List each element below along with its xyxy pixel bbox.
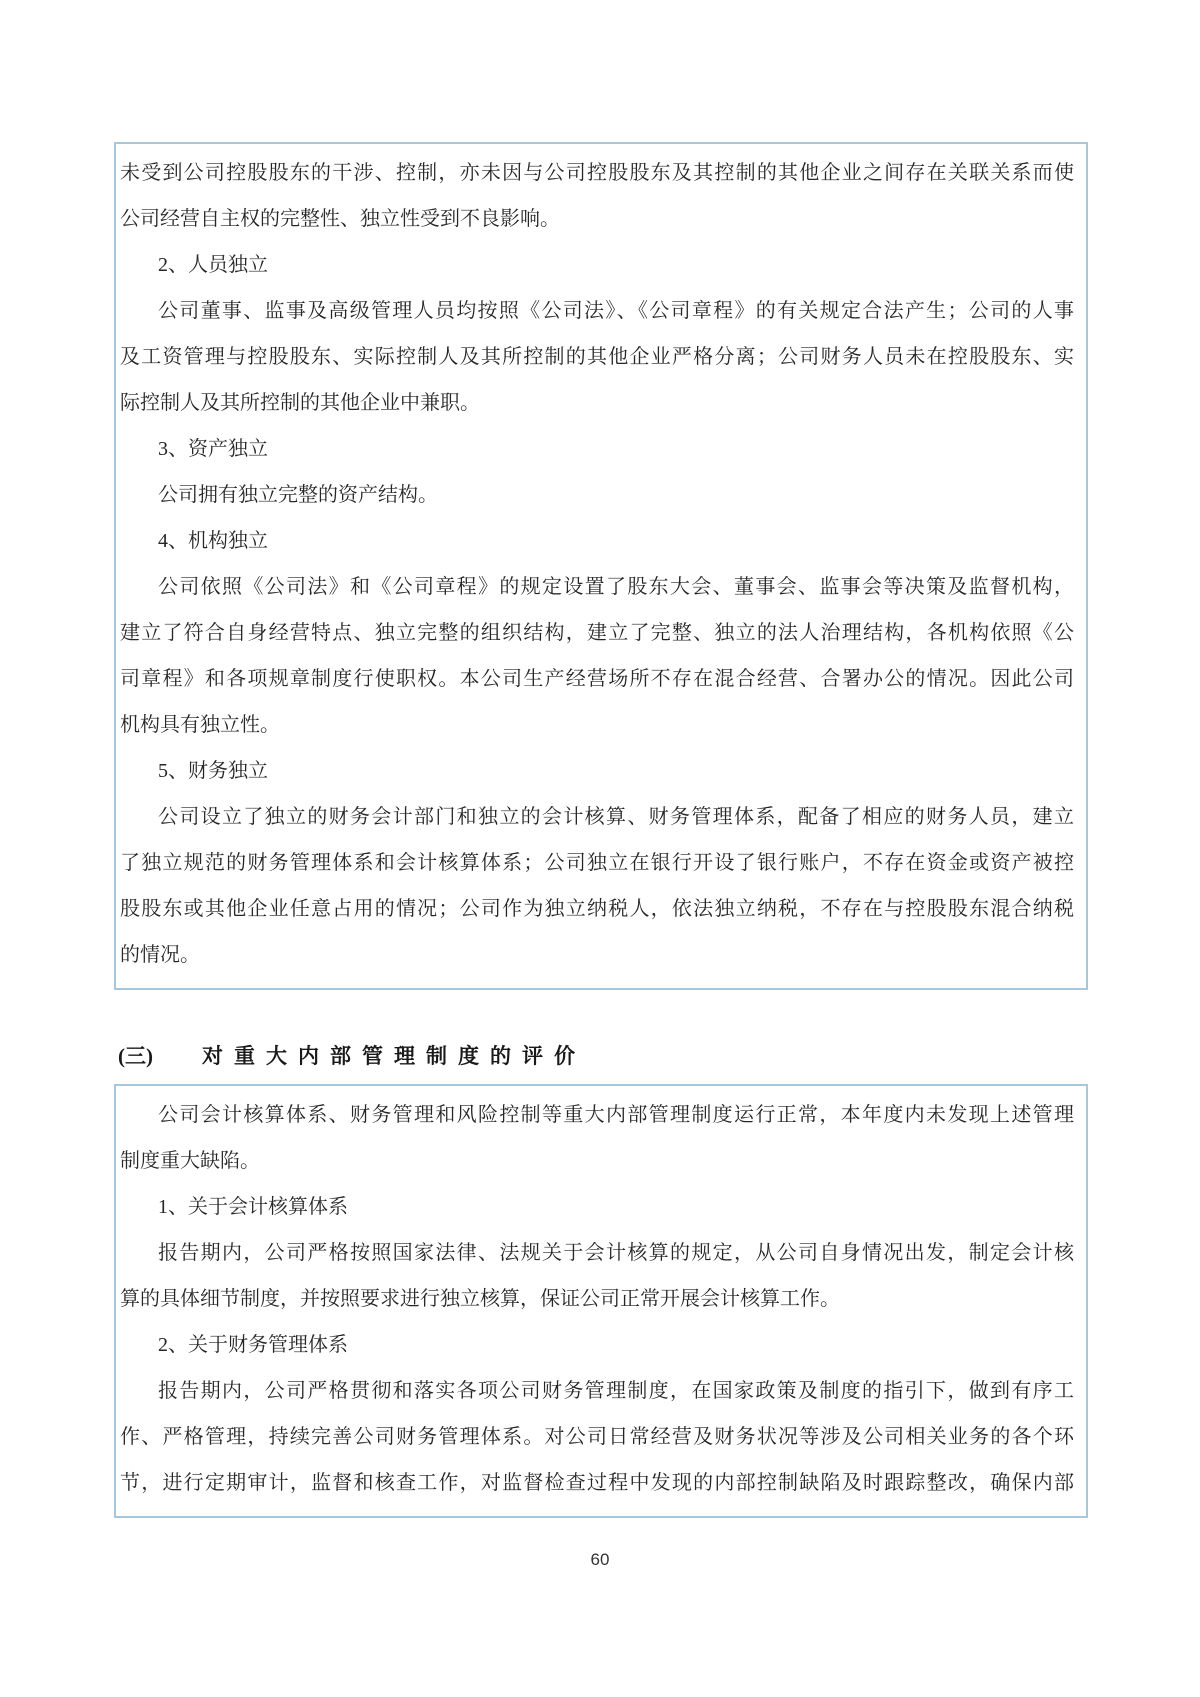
text-line: 际控制人及其所控制的其他企业中兼职。 (120, 392, 480, 414)
text-line: 2、关于财务管理体系 (158, 1334, 348, 1356)
internal-management-evaluation-box (114, 1084, 1088, 1518)
independence-statement-box (114, 142, 1088, 990)
text-line: 的情况。 (120, 944, 200, 966)
text-line: 公司拥有独立完整的资产结构。 (158, 484, 438, 506)
text-line: 未受到公司控股股东的干涉、控制，亦未因与公司控股股东及其控制的其他企业之间存在关联关系而使 (120, 162, 1074, 184)
text-line: 公司依照《公司法》和《公司章程》的规定设置了股东大会、董事会、监事会等决策及监督机构， (158, 576, 1074, 598)
text-line: 2、人员独立 (158, 254, 268, 276)
text-line: 公司设立了独立的财务会计部门和独立的会计核算、财务管理体系，配备了相应的财务人员，建立 (158, 806, 1074, 828)
section-heading-title: 对重大内部管理制度的评价 (202, 1044, 586, 1068)
text-line: 4、机构独立 (158, 530, 268, 552)
text-line: 股股东或其他企业任意占用的情况；公司作为独立纳税人，依法独立纳税，不存在与控股股东混合纳税 (120, 898, 1074, 920)
text-line: 了独立规范的财务管理体系和会计核算体系；公司独立在银行开设了银行账户，不存在资金或资产被控 (120, 852, 1074, 874)
text-line: 司章程》和各项规章制度行使职权。本公司生产经营场所不存在混合经营、合署办公的情况。因此公司 (120, 668, 1074, 690)
text-line: 1、关于会计核算体系 (158, 1196, 348, 1218)
text-line: 公司董事、监事及高级管理人员均按照《公司法》、《公司章程》的有关规定合法产生；公司的人事 (158, 300, 1074, 322)
page-number: 60 (590, 1550, 610, 1569)
text-line: 3、资产独立 (158, 438, 268, 460)
text-line: 作、严格管理，持续完善公司财务管理体系。对公司日常经营及财务状况等涉及公司相关业务的各个环 (120, 1426, 1074, 1448)
section-heading-index: (三) (118, 1044, 153, 1068)
text-line: 公司会计核算体系、财务管理和风险控制等重大内部管理制度运行正常，本年度内未发现上述管理 (158, 1104, 1074, 1126)
text-line: 建立了符合自身经营特点、独立完整的组织结构，建立了完整、独立的法人治理结构，各机构依照《公 (120, 622, 1074, 644)
text-line: 报告期内，公司严格贯彻和落实各项公司财务管理制度，在国家政策及制度的指引下，做到有序工 (158, 1380, 1074, 1402)
text-line: 及工资管理与控股股东、实际控制人及其所控制的其他企业严格分离；公司财务人员未在控股股东、实 (120, 346, 1074, 368)
text-line: 制度重大缺陷。 (120, 1150, 260, 1172)
text-line: 5、财务独立 (158, 760, 268, 782)
text-line: 算的具体细节制度，并按照要求进行独立核算，保证公司正常开展会计核算工作。 (120, 1288, 840, 1310)
text-line: 公司经营自主权的完整性、独立性受到不良影响。 (120, 208, 560, 230)
text-line: 报告期内，公司严格按照国家法律、法规关于会计核算的规定，从公司自身情况出发，制定会计核 (158, 1242, 1074, 1264)
text-line: 机构具有独立性。 (120, 714, 280, 736)
text-line: 节，进行定期审计，监督和核查工作，对监督检查过程中发现的内部控制缺陷及时跟踪整改，确保内部 (120, 1472, 1074, 1494)
section-heading (118, 1040, 1200, 1070)
